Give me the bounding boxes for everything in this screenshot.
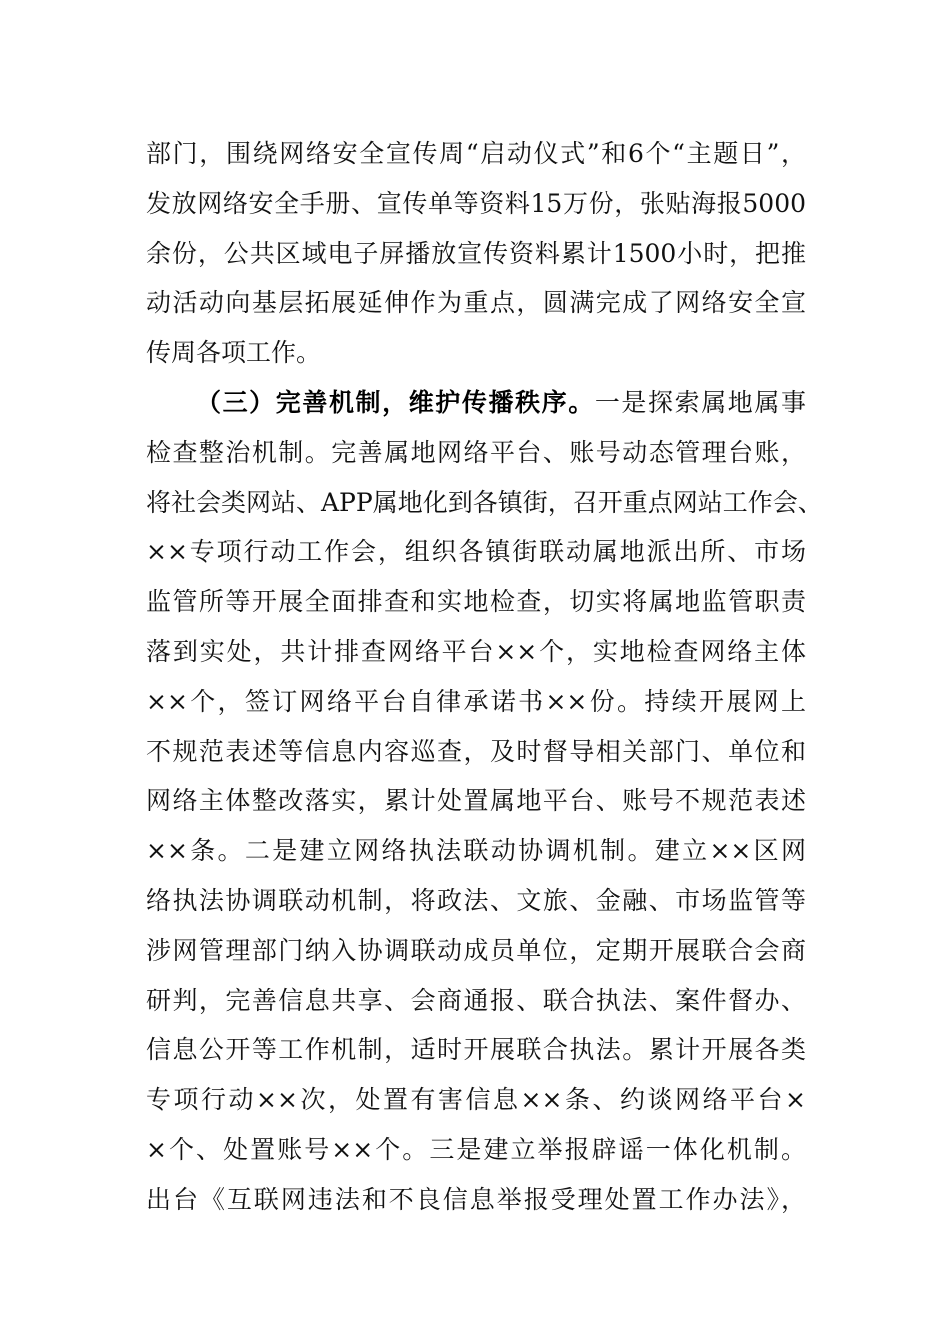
section-heading: （三）完善机制，维护传播秩序。: [196, 387, 595, 417]
text-line: 传周各项工作。: [146, 338, 322, 368]
paragraph-first-line: [146, 378, 806, 428]
text-run: 一是探索属地属事: [594, 387, 806, 417]
text-line: 部门，围绕网络安全宣传周“启动仪式”和6个“主题日”，: [146, 139, 806, 168]
paragraph-dissemination-week: [146, 129, 806, 378]
text-line: 信息公开等工作机制，适时开展联合执法。累计开展各类: [146, 1035, 806, 1065]
text-line: ××条。二是建立网络执法联动协调机制。建立××区网: [146, 836, 806, 866]
text-line: 研判，完善信息共享、会商通报、联合执法、案件督办、: [146, 985, 806, 1015]
text-line: 发放网络安全手册、宣传单等资料15万份，张贴海报5000: [146, 188, 806, 218]
text-line: 监管所等开展全面排查和实地检查，切实将属地监管职责: [146, 587, 806, 617]
text-line: 落到实处，共计排查网络平台××个，实地检查网络主体: [146, 636, 806, 666]
text-line: 络执法协调联动机制，将政法、文旅、金融、市场监管等: [146, 885, 806, 915]
text-line: 动活动向基层拓展延伸作为重点，圆满完成了网络安全宣: [146, 288, 806, 318]
text-line: ××专项行动工作会，组织各镇街联动属地派出所、市场: [146, 537, 806, 567]
paragraph-mechanism: [146, 378, 823, 1225]
text-line: 检查整治机制。完善属地网络平台、账号动态管理台账，: [146, 437, 806, 467]
text-line: 专项行动××次，处置有害信息××条、约谈网络平台×: [146, 1085, 806, 1115]
text-line: 将社会类网站、APP属地化到各镇街，召开重点网站工作会、: [146, 487, 823, 517]
text-line: 出台《互联网违法和不良信息举报受理处置工作办法》，: [146, 1184, 806, 1214]
text-line: 余份，公共区域电子屏播放宣传资料累计1500小时，把推: [146, 238, 806, 268]
text-line: 不规范表述等信息内容巡查，及时督导相关部门、单位和: [146, 736, 806, 766]
text-line: 网络主体整改落实，累计处置属地平台、账号不规范表述: [146, 786, 806, 816]
text-line: ××个，签订网络平台自律承诺书××份。持续开展网上: [146, 686, 806, 716]
document-body: [146, 129, 823, 1225]
text-line: ×个、处置账号××个。三是建立举报辟谣一体化机制。: [146, 1134, 806, 1164]
text-line: 涉网管理部门纳入协调联动成员单位，定期开展联合会商: [146, 935, 806, 965]
